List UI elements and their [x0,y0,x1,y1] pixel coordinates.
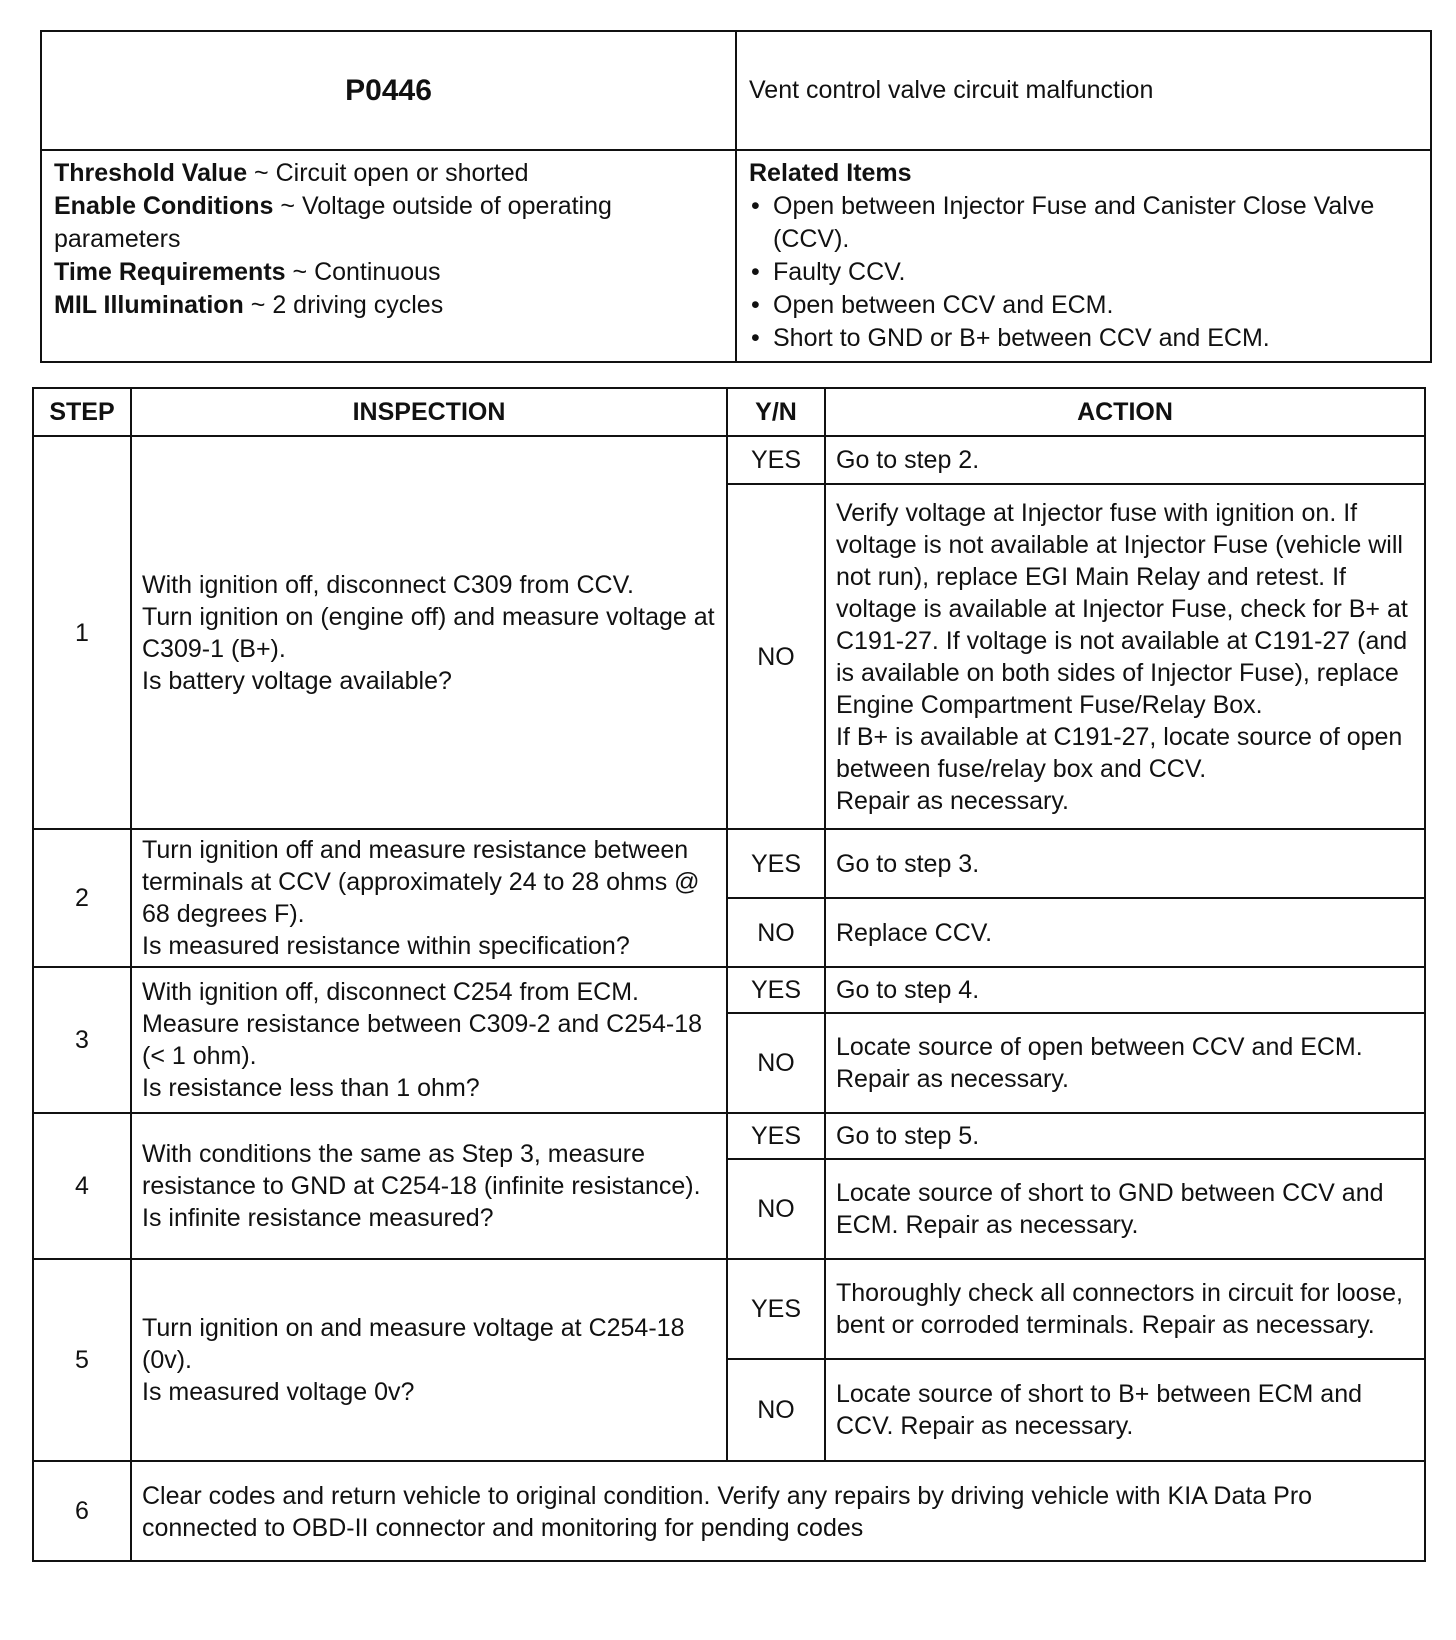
step-inspection [131,1259,727,1461]
yes-action: Go to step 2. [825,436,1425,484]
inspection-line: With conditions the same as Step 3, measure resistance to GND at C254-18 (infinite resistance). [142,1140,701,1200]
step-number: 5 [33,1259,131,1461]
no-label: NO [727,1159,825,1259]
condition-threshold: Threshold Value ~ Circuit open or shorted [54,159,529,187]
step-inspection [131,829,727,967]
inspection-line: Is resistance less than 1 ohm? [142,1074,480,1102]
related-item: • Open between Injector Fuse and Canister Close Valve (CCV). [749,190,1420,256]
inspection-line: Turn ignition off and measure resistance between terminals at CCV (approximately 24 to 28 ohms @ 68 degrees F). [142,836,700,928]
step-number: 4 [33,1113,131,1259]
table-row [33,829,1425,898]
yes-label: YES [727,829,825,898]
inspection-line: Is measured resistance within specification? [142,932,630,960]
yes-label: YES [727,1259,825,1359]
conditions-cell [41,150,736,362]
header-yn: Y/N [727,388,825,436]
step-number: 2 [33,829,131,967]
table-row [33,1259,1425,1359]
no-action: Replace CCV. [825,898,1425,967]
no-action: Locate source of open between CCV and ECM. Repair as necessary. [825,1013,1425,1113]
step-number: 6 [33,1461,131,1561]
yes-action: Go to step 3. [825,829,1425,898]
inspection-line: Is battery voltage available? [142,666,452,695]
step-inspection [131,967,727,1113]
table-row [33,436,1425,484]
related-items-list [749,190,1420,355]
inspection-line: With ignition off, disconnect C309 from CCV. [142,570,634,599]
table-row [33,1461,1425,1561]
inspection-line: Turn ignition on and measure voltage at C254-18 (0v). [142,1314,685,1374]
step-number: 1 [33,436,131,829]
header-inspection: INSPECTION [131,388,727,436]
table-row [33,1113,1425,1159]
step-inspection [131,1113,727,1259]
inspection-line: Is infinite resistance measured? [142,1204,494,1232]
yes-action: Go to step 5. [825,1113,1425,1159]
dtc-code: P0446 [41,31,736,150]
yes-label: YES [727,1113,825,1159]
header-action: ACTION [825,388,1425,436]
final-step-text: Clear codes and return vehicle to original condition. Verify any repairs by driving vehicle with KIA Data Pro connected to OBD-II connector and monitoring for pending codes [131,1461,1425,1561]
related-item: • Faulty CCV. [749,256,1420,289]
inspection-line: Turn ignition on (engine off) and measure voltage at C309-1 (B+). [142,602,715,663]
no-action: Verify voltage at Injector fuse with ignition on. If voltage is not available at Injector Fuse (vehicle will not run), replace EGI Main Relay and retest. If voltage is available at Injector Fuse, check for B+ at C191-27. If voltage is not available at C191-27 (and is available on both sides of Injector Fuse), replace Engine Compartment Fuse/Relay Box. If B+ is available at C191-27, locate source of open between fuse/relay box and CCV. Repair as necessary. [825,484,1425,829]
related-item: • Open between CCV and ECM. [749,289,1420,322]
condition-enable: Enable Conditions ~ Voltage outside of operating parameters [54,192,612,253]
related-item: • Short to GND or B+ between CCV and ECM. [749,322,1420,355]
no-action: Locate source of short to GND between CCV and ECM. Repair as necessary. [825,1159,1425,1259]
table-row [33,967,1425,1013]
yes-label: YES [727,967,825,1013]
no-action: Locate source of short to B+ between ECM and CCV. Repair as necessary. [825,1359,1425,1461]
table-header-row [33,388,1425,436]
dtc-description: Vent control valve circuit malfunction [736,31,1431,150]
step-inspection [131,436,727,829]
inspection-line: Measure resistance between C309-2 and C254-18 (< 1 ohm). [142,1010,703,1070]
steps-body [33,436,1425,1561]
yes-label: YES [727,436,825,484]
inspection-steps-table [32,387,1426,1562]
yes-action: Go to step 4. [825,967,1425,1013]
step-number: 3 [33,967,131,1113]
yes-action: Thoroughly check all connectors in circuit for loose, bent or corroded terminals. Repair as necessary. [825,1259,1425,1359]
no-label: NO [727,1359,825,1461]
no-label: NO [727,898,825,967]
related-items-title: Related Items [749,159,912,187]
no-label: NO [727,484,825,829]
header-step: STEP [33,388,131,436]
dtc-header-table [40,30,1432,363]
related-items-cell [736,150,1431,362]
condition-time: Time Requirements ~ Continuous [54,258,441,286]
inspection-line: Is measured voltage 0v? [142,1378,415,1406]
condition-mil: MIL Illumination ~ 2 driving cycles [54,291,444,319]
no-label: NO [727,1013,825,1113]
inspection-line: With ignition off, disconnect C254 from ECM. [142,978,639,1006]
